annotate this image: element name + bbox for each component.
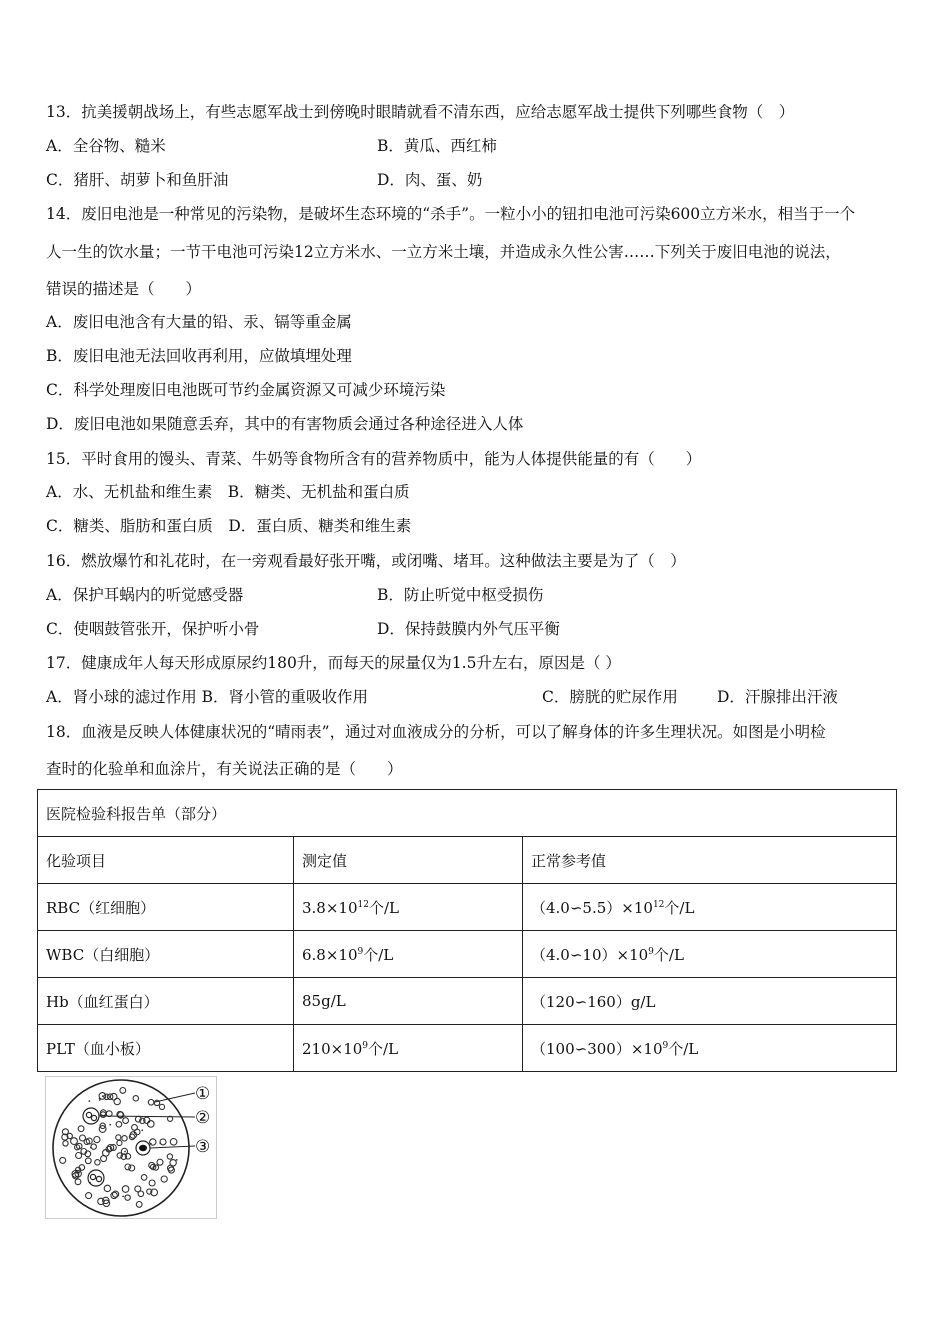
q14-option-a: A．废旧电池含有大量的铅、汞、镉等重金属 (46, 313, 352, 331)
report-title: 医院检验科报告单（部分） (38, 790, 897, 837)
q13-stem: 13．抗美援朝战场上，有些志愿军战士到傍晚时眼睛就看不清东西，应给志愿军战士提供下列哪些食物（ ） (46, 103, 795, 121)
q15-options-cd: C．糖类、脂肪和蛋白质 D．蛋白质、糖类和维生素 (46, 517, 412, 535)
platelet-dot (150, 1143, 152, 1145)
row-value (294, 1025, 523, 1072)
q13-option-a: A．全谷物、糙米 (46, 137, 166, 155)
ref-unit: 个/L (668, 1039, 699, 1058)
value-base: 210×10 (302, 1039, 363, 1058)
q16-option-b: B．防止听觉中枢受损伤 (377, 586, 544, 604)
q16-stem: 16．燃放爆竹和礼花时，在一旁观看最好张开嘴，或闭嘴、堵耳。这种做法主要是为了（ ） (46, 552, 686, 570)
q18-stem-line-2: 查时的化验单和血涂片，有关说法正确的是（ ） (46, 760, 403, 778)
row-item: Hb（血红蛋白） (38, 978, 294, 1025)
blood-smear-illustration (45, 1076, 217, 1219)
ref-base: （100∽300）×10 (531, 1039, 663, 1058)
ref-exp: 9 (662, 1040, 669, 1051)
microscope-field (53, 1080, 189, 1216)
platelet-dot (90, 1147, 92, 1149)
ref-exp: 12 (652, 899, 665, 910)
label-2: ② (195, 1108, 211, 1128)
value-exp: 9 (362, 1040, 369, 1051)
value-unit: 个/L (368, 1039, 399, 1058)
row-item: WBC（白细胞） (38, 931, 294, 978)
value-exp: 9 (357, 946, 364, 957)
q17-options-ab: A．肾小球的滤过作用 B．肾小管的重吸收作用 (46, 688, 369, 706)
label-3: ③ (195, 1137, 211, 1157)
label-1: ① (195, 1084, 211, 1104)
lab-report-table (37, 789, 897, 1072)
row-value (294, 931, 523, 978)
q16-option-c: C．使咽鼓管张开，保护听小骨 (46, 620, 260, 638)
q14-stem-line-2: 人一生的饮水量；一节干电池可污染12立方米水、一立方米土壤，并造成永久性公害……下列关于废旧电池的说法， (46, 243, 841, 261)
ref-unit: 个/L (653, 945, 684, 964)
q14-stem-line-1: 14．废旧电池是一种常见的污染物，是破坏生态环境的“杀手”。一粒小小的钮扣电池可污染600立方米水，相当于一个 (46, 205, 856, 223)
q14-option-b: B．废旧电池无法回收再利用，应做填埋处理 (46, 347, 352, 365)
q13-option-b: B．黄瓜、西红柿 (377, 137, 497, 155)
header-item: 化验项目 (38, 837, 294, 884)
platelet-dot (124, 1151, 126, 1153)
value-base: 6.8×10 (302, 945, 358, 964)
ref-base: （4.0∽10）×10 (531, 945, 649, 964)
value-base: 3.8×10 (302, 898, 358, 917)
q17-option-c: C．膀胱的贮尿作用 (542, 688, 678, 706)
q17-option-d: D．汗腺排出汗液 (717, 688, 838, 706)
platelet-dot (102, 1095, 104, 1097)
header-value: 测定值 (294, 837, 523, 884)
report-title-row (38, 790, 897, 837)
q17-stem: 17．健康成年人每天形成原尿约180升，而每天的尿量仅为1.5升左右，原因是（ ） (46, 654, 621, 672)
q16-option-d: D．保持鼓膜内外气压平衡 (377, 620, 560, 638)
platelet-dot (76, 1170, 78, 1172)
row-item: PLT（血小板） (38, 1025, 294, 1072)
platelet-dot (122, 1196, 124, 1198)
row-value (294, 978, 523, 1025)
platelet-dot (159, 1142, 161, 1144)
report-header-row (38, 837, 897, 884)
row-item: RBC（红细胞） (38, 884, 294, 931)
blood-smear-figure (45, 1076, 217, 1219)
row-reference (523, 978, 897, 1025)
table-row (38, 884, 897, 931)
row-value (294, 884, 523, 931)
platelet-dot (89, 1100, 91, 1102)
ref-exp: 9 (648, 946, 654, 957)
value-base: 85g/L (302, 992, 346, 1010)
ref-base: （120∽160）g/L (531, 992, 656, 1011)
q14-stem-line-3: 错误的描述是（ ） (46, 280, 202, 298)
platelet-dot (109, 1124, 111, 1126)
q16-option-a: A．保护耳蜗内的听觉感受器 (46, 586, 244, 604)
value-unit: 个/L (363, 945, 394, 964)
value-exp: 12 (357, 899, 369, 910)
ref-unit: 个/L (664, 898, 695, 917)
q14-option-c: C．科学处理废旧电池既可节约金属资源又可减少环境污染 (46, 381, 446, 399)
header-reference: 正常参考值 (523, 837, 897, 884)
q15-stem: 15．平时食用的馒头、青菜、牛奶等食物所含有的营养物质中，能为人体提供能量的有（ ） (46, 450, 702, 468)
platelet-dot (176, 1159, 178, 1161)
table-row (38, 931, 897, 978)
table-row (38, 1025, 897, 1072)
q14-option-d: D．废旧电池如果随意丢弃，其中的有害物质会通过各种途径进入人体 (46, 415, 524, 433)
table-row (38, 978, 897, 1025)
q15-options-ab: A．水、无机盐和维生素 B．糖类、无机盐和蛋白质 (46, 483, 410, 501)
q18-stem-line-1: 18．血液是反映人体健康状况的“晴雨表”，通过对血液成分的分析，可以了解身体的许多生理状况。如图是小明检 (46, 723, 826, 741)
row-reference (523, 1025, 897, 1072)
platelet-dot (99, 1098, 101, 1100)
q13-option-c: C．猪肝、胡萝卜和鱼肝油 (46, 171, 229, 189)
row-reference (523, 884, 897, 931)
platelet-dot (141, 1129, 143, 1131)
row-reference (523, 931, 897, 978)
q13-option-d: D．肉、蛋、奶 (377, 171, 483, 189)
value-unit: 个/L (368, 898, 399, 917)
ref-base: （4.0∽5.5）×10 (531, 898, 653, 917)
